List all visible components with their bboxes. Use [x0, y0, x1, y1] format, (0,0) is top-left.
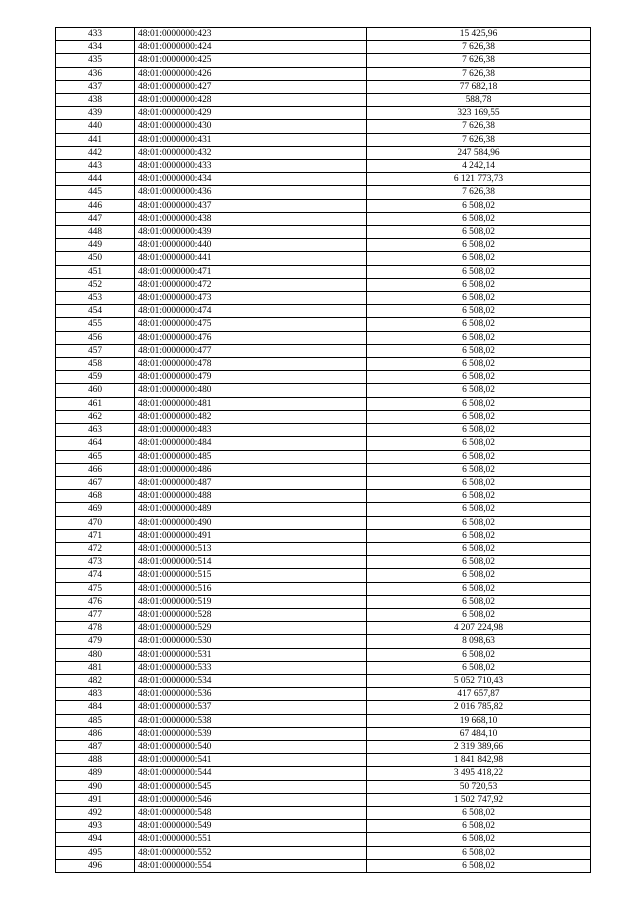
- table-body: [56, 28, 591, 873]
- table-row: [56, 674, 591, 687]
- cadastral-value-cell: 1 502 747,92: [367, 793, 591, 806]
- table-row: [56, 331, 591, 344]
- cadastral-value-cell: 6 508,02: [367, 820, 591, 833]
- cadastral-value-cell: 6 508,02: [367, 226, 591, 239]
- cadastral-value-cell: 7 626,38: [367, 67, 591, 80]
- row-number-cell: 495: [56, 846, 135, 859]
- cadastral-number-cell: 48:01:0000000:544: [135, 767, 367, 780]
- table-row: [56, 806, 591, 819]
- cadastral-value-cell: 6 508,02: [367, 833, 591, 846]
- cadastral-value-cell: 6 508,02: [367, 305, 591, 318]
- cadastral-value-cell: 6 121 773,73: [367, 173, 591, 186]
- cadastral-number-cell: 48:01:0000000:474: [135, 305, 367, 318]
- row-number-cell: 482: [56, 674, 135, 687]
- cadastral-value-cell: 5 052 710,43: [367, 674, 591, 687]
- cadastral-number-cell: 48:01:0000000:545: [135, 780, 367, 793]
- cadastral-value-cell: 6 508,02: [367, 358, 591, 371]
- cadastral-number-cell: 48:01:0000000:483: [135, 424, 367, 437]
- table-row: [56, 754, 591, 767]
- cadastral-value-cell: 6 508,02: [367, 344, 591, 357]
- table-row: [56, 371, 591, 384]
- cadastral-number-cell: 48:01:0000000:428: [135, 94, 367, 107]
- row-number-cell: 469: [56, 503, 135, 516]
- row-number-cell: 444: [56, 173, 135, 186]
- table-row: [56, 503, 591, 516]
- cadastral-number-cell: 48:01:0000000:548: [135, 806, 367, 819]
- row-number-cell: 478: [56, 622, 135, 635]
- cadastral-value-cell: 6 508,02: [367, 265, 591, 278]
- table-row: [56, 252, 591, 265]
- row-number-cell: 481: [56, 661, 135, 674]
- table-row: [56, 846, 591, 859]
- cadastral-number-cell: 48:01:0000000:477: [135, 344, 367, 357]
- table-row: [56, 767, 591, 780]
- cadastral-number-cell: 48:01:0000000:433: [135, 160, 367, 173]
- cadastral-value-cell: 323 169,55: [367, 107, 591, 120]
- cadastral-number-cell: 48:01:0000000:538: [135, 714, 367, 727]
- row-number-cell: 462: [56, 410, 135, 423]
- cadastral-number-cell: 48:01:0000000:490: [135, 516, 367, 529]
- row-number-cell: 487: [56, 740, 135, 753]
- row-number-cell: 459: [56, 371, 135, 384]
- row-number-cell: 437: [56, 80, 135, 93]
- cadastral-number-cell: 48:01:0000000:485: [135, 450, 367, 463]
- table-row: [56, 239, 591, 252]
- cadastral-number-cell: 48:01:0000000:488: [135, 490, 367, 503]
- cadastral-value-cell: 15 425,96: [367, 28, 591, 41]
- cadastral-value-cell: 6 508,02: [367, 582, 591, 595]
- table-row: [56, 701, 591, 714]
- cadastral-value-cell: 6 508,02: [367, 516, 591, 529]
- cadastral-number-cell: 48:01:0000000:482: [135, 410, 367, 423]
- row-number-cell: 486: [56, 727, 135, 740]
- row-number-cell: 494: [56, 833, 135, 846]
- cadastral-value-cell: 6 508,02: [367, 397, 591, 410]
- cadastral-value-cell: 6 508,02: [367, 556, 591, 569]
- cadastral-number-cell: 48:01:0000000:473: [135, 292, 367, 305]
- cadastral-value-cell: 6 508,02: [367, 318, 591, 331]
- row-number-cell: 473: [56, 556, 135, 569]
- table-row: [56, 740, 591, 753]
- cadastral-value-cell: 6 508,02: [367, 199, 591, 212]
- cadastral-value-cell: 6 508,02: [367, 490, 591, 503]
- cadastral-value-cell: 6 508,02: [367, 424, 591, 437]
- cadastral-value-cell: 247 584,96: [367, 146, 591, 159]
- cadastral-number-cell: 48:01:0000000:472: [135, 278, 367, 291]
- row-number-cell: 483: [56, 688, 135, 701]
- row-number-cell: 484: [56, 701, 135, 714]
- cadastral-value-cell: 77 682,18: [367, 80, 591, 93]
- cadastral-number-cell: 48:01:0000000:484: [135, 437, 367, 450]
- table-row: [56, 226, 591, 239]
- cadastral-value-cell: 4 207 224,98: [367, 622, 591, 635]
- cadastral-number-cell: 48:01:0000000:531: [135, 648, 367, 661]
- row-number-cell: 443: [56, 160, 135, 173]
- row-number-cell: 474: [56, 569, 135, 582]
- cadastral-number-cell: 48:01:0000000:425: [135, 54, 367, 67]
- row-number-cell: 442: [56, 146, 135, 159]
- cadastral-value-cell: 6 508,02: [367, 648, 591, 661]
- cadastral-value-cell: 7 626,38: [367, 120, 591, 133]
- table-row: [56, 28, 591, 41]
- cadastral-value-cell: 6 508,02: [367, 252, 591, 265]
- cadastral-value-cell: 4 242,14: [367, 160, 591, 173]
- cadastral-number-cell: 48:01:0000000:437: [135, 199, 367, 212]
- cadastral-number-cell: 48:01:0000000:475: [135, 318, 367, 331]
- cadastral-number-cell: 48:01:0000000:528: [135, 608, 367, 621]
- row-number-cell: 475: [56, 582, 135, 595]
- table-row: [56, 582, 591, 595]
- table-row: [56, 305, 591, 318]
- row-number-cell: 447: [56, 212, 135, 225]
- cadastral-number-cell: 48:01:0000000:554: [135, 859, 367, 872]
- cadastral-number-cell: 48:01:0000000:551: [135, 833, 367, 846]
- table-row: [56, 186, 591, 199]
- cadastral-number-cell: 48:01:0000000:539: [135, 727, 367, 740]
- cadastral-value-cell: 588,78: [367, 94, 591, 107]
- row-number-cell: 472: [56, 542, 135, 555]
- cadastral-number-cell: 48:01:0000000:541: [135, 754, 367, 767]
- cadastral-number-cell: 48:01:0000000:486: [135, 463, 367, 476]
- table-row: [56, 107, 591, 120]
- cadastral-value-cell: 6 508,02: [367, 806, 591, 819]
- cadastral-number-cell: 48:01:0000000:519: [135, 595, 367, 608]
- table-row: [56, 820, 591, 833]
- cadastral-value-cell: 6 508,02: [367, 661, 591, 674]
- cadastral-number-cell: 48:01:0000000:552: [135, 846, 367, 859]
- table-row: [56, 859, 591, 872]
- cadastral-number-cell: 48:01:0000000:549: [135, 820, 367, 833]
- cadastral-number-cell: 48:01:0000000:515: [135, 569, 367, 582]
- table-row: [56, 424, 591, 437]
- row-number-cell: 451: [56, 265, 135, 278]
- table-row: [56, 278, 591, 291]
- row-number-cell: 476: [56, 595, 135, 608]
- row-number-cell: 457: [56, 344, 135, 357]
- row-number-cell: 464: [56, 437, 135, 450]
- cadastral-number-cell: 48:01:0000000:478: [135, 358, 367, 371]
- row-number-cell: 461: [56, 397, 135, 410]
- cadastral-value-cell: 6 508,02: [367, 239, 591, 252]
- table-row: [56, 490, 591, 503]
- table-row: [56, 397, 591, 410]
- table-row: [56, 688, 591, 701]
- cadastral-number-cell: 48:01:0000000:534: [135, 674, 367, 687]
- row-number-cell: 466: [56, 463, 135, 476]
- cadastral-number-cell: 48:01:0000000:431: [135, 133, 367, 146]
- table-row: [56, 476, 591, 489]
- cadastral-number-cell: 48:01:0000000:434: [135, 173, 367, 186]
- table-row: [56, 661, 591, 674]
- cadastral-value-cell: 6 508,02: [367, 331, 591, 344]
- cadastral-value-cell: 6 508,02: [367, 476, 591, 489]
- table-row: [56, 727, 591, 740]
- cadastral-number-cell: 48:01:0000000:546: [135, 793, 367, 806]
- table-row: [56, 714, 591, 727]
- row-number-cell: 468: [56, 490, 135, 503]
- cadastral-value-table: [55, 27, 591, 873]
- cadastral-number-cell: 48:01:0000000:440: [135, 239, 367, 252]
- row-number-cell: 456: [56, 331, 135, 344]
- cadastral-number-cell: 48:01:0000000:436: [135, 186, 367, 199]
- cadastral-value-cell: 2 319 389,66: [367, 740, 591, 753]
- row-number-cell: 454: [56, 305, 135, 318]
- table-row: [56, 41, 591, 54]
- table-row: [56, 648, 591, 661]
- row-number-cell: 479: [56, 635, 135, 648]
- cadastral-number-cell: 48:01:0000000:479: [135, 371, 367, 384]
- table-row: [56, 265, 591, 278]
- cadastral-number-cell: 48:01:0000000:529: [135, 622, 367, 635]
- row-number-cell: 445: [56, 186, 135, 199]
- table-row: [56, 199, 591, 212]
- cadastral-number-cell: 48:01:0000000:439: [135, 226, 367, 239]
- cadastral-value-cell: 6 508,02: [367, 371, 591, 384]
- cadastral-number-cell: 48:01:0000000:536: [135, 688, 367, 701]
- row-number-cell: 485: [56, 714, 135, 727]
- table-row: [56, 146, 591, 159]
- table-row: [56, 833, 591, 846]
- table-row: [56, 173, 591, 186]
- table-row: [56, 133, 591, 146]
- table-row: [56, 94, 591, 107]
- table-row: [56, 608, 591, 621]
- row-number-cell: 453: [56, 292, 135, 305]
- cadastral-number-cell: 48:01:0000000:491: [135, 529, 367, 542]
- table-row: [56, 569, 591, 582]
- cadastral-value-cell: 6 508,02: [367, 437, 591, 450]
- row-number-cell: 439: [56, 107, 135, 120]
- row-number-cell: 433: [56, 28, 135, 41]
- cadastral-number-cell: 48:01:0000000:533: [135, 661, 367, 674]
- row-number-cell: 450: [56, 252, 135, 265]
- cadastral-number-cell: 48:01:0000000:427: [135, 80, 367, 93]
- cadastral-value-cell: 6 508,02: [367, 569, 591, 582]
- row-number-cell: 480: [56, 648, 135, 661]
- row-number-cell: 465: [56, 450, 135, 463]
- row-number-cell: 441: [56, 133, 135, 146]
- cadastral-value-cell: 6 508,02: [367, 859, 591, 872]
- cadastral-value-cell: 7 626,38: [367, 133, 591, 146]
- cadastral-value-cell: 6 508,02: [367, 503, 591, 516]
- cadastral-number-cell: 48:01:0000000:441: [135, 252, 367, 265]
- cadastral-value-cell: 8 098,63: [367, 635, 591, 648]
- table-row: [56, 318, 591, 331]
- row-number-cell: 455: [56, 318, 135, 331]
- cadastral-number-cell: 48:01:0000000:476: [135, 331, 367, 344]
- cadastral-value-cell: 6 508,02: [367, 542, 591, 555]
- cadastral-number-cell: 48:01:0000000:513: [135, 542, 367, 555]
- row-number-cell: 438: [56, 94, 135, 107]
- row-number-cell: 488: [56, 754, 135, 767]
- table-row: [56, 120, 591, 133]
- cadastral-value-cell: 50 720,53: [367, 780, 591, 793]
- row-number-cell: 470: [56, 516, 135, 529]
- cadastral-number-cell: 48:01:0000000:426: [135, 67, 367, 80]
- cadastral-value-cell: 6 508,02: [367, 529, 591, 542]
- cadastral-number-cell: 48:01:0000000:423: [135, 28, 367, 41]
- cadastral-value-cell: 6 508,02: [367, 595, 591, 608]
- table-row: [56, 780, 591, 793]
- cadastral-number-cell: 48:01:0000000:481: [135, 397, 367, 410]
- cadastral-number-cell: 48:01:0000000:514: [135, 556, 367, 569]
- cadastral-number-cell: 48:01:0000000:540: [135, 740, 367, 753]
- table-row: [56, 344, 591, 357]
- table-row: [56, 542, 591, 555]
- table-row: [56, 358, 591, 371]
- cadastral-value-cell: 6 508,02: [367, 608, 591, 621]
- table-row: [56, 437, 591, 450]
- table-row: [56, 622, 591, 635]
- row-number-cell: 440: [56, 120, 135, 133]
- cadastral-value-cell: 1 841 842,98: [367, 754, 591, 767]
- cadastral-number-cell: 48:01:0000000:487: [135, 476, 367, 489]
- cadastral-number-cell: 48:01:0000000:424: [135, 41, 367, 54]
- row-number-cell: 460: [56, 384, 135, 397]
- cadastral-value-cell: 3 495 418,22: [367, 767, 591, 780]
- row-number-cell: 493: [56, 820, 135, 833]
- cadastral-value-cell: 6 508,02: [367, 846, 591, 859]
- row-number-cell: 435: [56, 54, 135, 67]
- row-number-cell: 458: [56, 358, 135, 371]
- row-number-cell: 449: [56, 239, 135, 252]
- cadastral-number-cell: 48:01:0000000:471: [135, 265, 367, 278]
- table-row: [56, 54, 591, 67]
- table-row: [56, 292, 591, 305]
- row-number-cell: 448: [56, 226, 135, 239]
- table-row: [56, 212, 591, 225]
- cadastral-number-cell: 48:01:0000000:537: [135, 701, 367, 714]
- row-number-cell: 489: [56, 767, 135, 780]
- row-number-cell: 490: [56, 780, 135, 793]
- row-number-cell: 463: [56, 424, 135, 437]
- cadastral-value-cell: 6 508,02: [367, 292, 591, 305]
- table-row: [56, 595, 591, 608]
- table-row: [56, 635, 591, 648]
- table-row: [56, 516, 591, 529]
- row-number-cell: 492: [56, 806, 135, 819]
- table-row: [56, 80, 591, 93]
- cadastral-number-cell: 48:01:0000000:530: [135, 635, 367, 648]
- table-row: [56, 410, 591, 423]
- row-number-cell: 452: [56, 278, 135, 291]
- cadastral-number-cell: 48:01:0000000:430: [135, 120, 367, 133]
- cadastral-value-cell: 6 508,02: [367, 450, 591, 463]
- cadastral-value-cell: 417 657,87: [367, 688, 591, 701]
- cadastral-value-cell: 6 508,02: [367, 410, 591, 423]
- cadastral-value-cell: 7 626,38: [367, 54, 591, 67]
- table-row: [56, 384, 591, 397]
- row-number-cell: 496: [56, 859, 135, 872]
- row-number-cell: 467: [56, 476, 135, 489]
- row-number-cell: 491: [56, 793, 135, 806]
- row-number-cell: 434: [56, 41, 135, 54]
- table-row: [56, 529, 591, 542]
- cadastral-value-cell: 2 016 785,82: [367, 701, 591, 714]
- row-number-cell: 446: [56, 199, 135, 212]
- cadastral-number-cell: 48:01:0000000:516: [135, 582, 367, 595]
- table-row: [56, 463, 591, 476]
- cadastral-value-cell: 6 508,02: [367, 212, 591, 225]
- table-row: [56, 450, 591, 463]
- cadastral-number-cell: 48:01:0000000:438: [135, 212, 367, 225]
- table-row: [56, 793, 591, 806]
- cadastral-value-cell: 6 508,02: [367, 463, 591, 476]
- cadastral-value-cell: 7 626,38: [367, 186, 591, 199]
- row-number-cell: 477: [56, 608, 135, 621]
- cadastral-value-cell: 19 668,10: [367, 714, 591, 727]
- cadastral-number-cell: 48:01:0000000:429: [135, 107, 367, 120]
- table-row: [56, 556, 591, 569]
- cadastral-value-cell: 7 626,38: [367, 41, 591, 54]
- cadastral-value-cell: 6 508,02: [367, 384, 591, 397]
- cadastral-value-cell: 67 484,10: [367, 727, 591, 740]
- row-number-cell: 471: [56, 529, 135, 542]
- cadastral-number-cell: 48:01:0000000:480: [135, 384, 367, 397]
- table-row: [56, 67, 591, 80]
- cadastral-number-cell: 48:01:0000000:432: [135, 146, 367, 159]
- cadastral-value-cell: 6 508,02: [367, 278, 591, 291]
- row-number-cell: 436: [56, 67, 135, 80]
- cadastral-number-cell: 48:01:0000000:489: [135, 503, 367, 516]
- table-row: [56, 160, 591, 173]
